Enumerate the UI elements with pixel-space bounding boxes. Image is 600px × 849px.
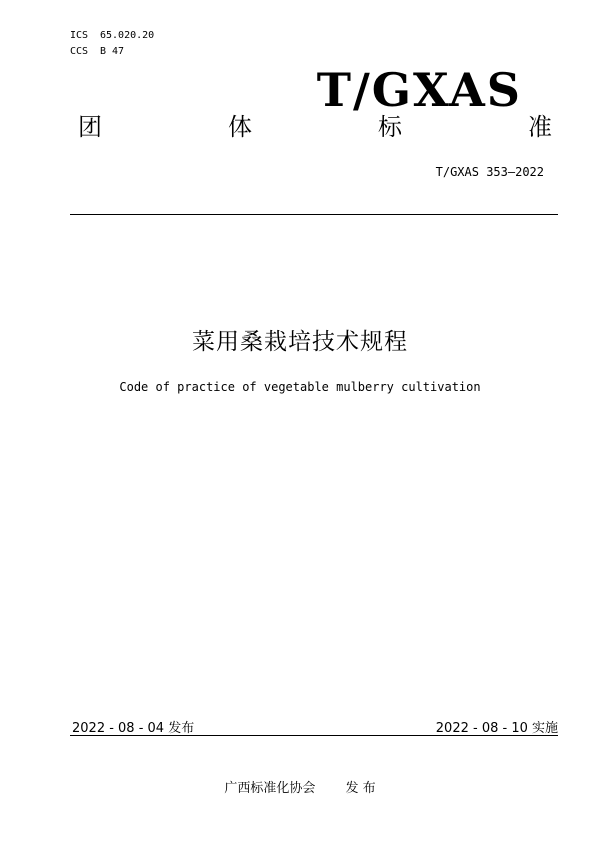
ccs-code bbox=[70, 46, 124, 58]
ics-value: 65.020.20 bbox=[100, 30, 155, 41]
standard-type-char: 标 bbox=[378, 113, 402, 141]
ccs-value: B 47 bbox=[100, 46, 125, 57]
publisher-name: 广西标准化协会 bbox=[224, 781, 316, 796]
publish-word: 发 布 bbox=[345, 781, 376, 796]
footer-divider bbox=[70, 735, 558, 736]
ics-code bbox=[70, 30, 154, 42]
publisher-line bbox=[0, 777, 600, 796]
title-chinese: 菜用桑栽培技术规程 bbox=[192, 329, 408, 355]
standard-type-char: 准 bbox=[528, 113, 552, 141]
standard-type bbox=[78, 112, 552, 142]
issue-date: 2022 - 08 - 04 发布 bbox=[72, 721, 195, 736]
ics-label: ICS bbox=[70, 30, 89, 41]
implement-date: 2022 - 08 - 10 实施 bbox=[435, 721, 558, 736]
standard-type-char: 团 bbox=[78, 113, 102, 141]
title-english: Code of practice of vegetable mulberry cultivation bbox=[119, 380, 481, 394]
standard-type-char: 体 bbox=[228, 113, 252, 141]
brand-logo-text: T/GXAS bbox=[316, 63, 522, 117]
ccs-label: CCS bbox=[70, 46, 89, 57]
header-divider bbox=[70, 214, 558, 215]
standard-number: T/GXAS 353—2022 bbox=[435, 165, 544, 179]
